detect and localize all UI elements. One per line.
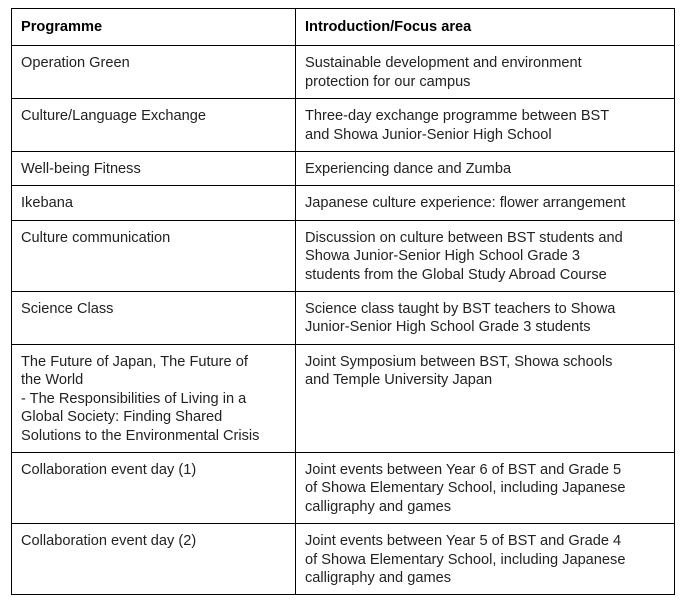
focus-cell	[296, 220, 675, 291]
table-row	[12, 452, 675, 523]
focus-cell	[296, 344, 675, 452]
focus-cell	[296, 46, 675, 99]
programme-text: Culture communication	[21, 229, 171, 246]
focus-text: Japanese culture experience: flower arrangement	[305, 195, 626, 212]
programme-text: Ikebana	[21, 195, 73, 212]
table-row	[12, 292, 675, 345]
table-row	[12, 99, 675, 152]
focus-text: Joint events between Year 6 of BST and Grade 5 of Showa Elementary School, including Japanese calligraphy and games	[305, 461, 626, 515]
table-row	[12, 524, 675, 595]
focus-text: Science class taught by BST teachers to Showa Junior-Senior High School Grade 3 students	[305, 301, 616, 336]
table-row	[12, 344, 675, 452]
focus-text: Joint events between Year 5 of BST and Grade 4 of Showa Elementary School, including Japanese calligraphy and games	[305, 533, 626, 586]
programme-text: The Future of Japan, The Future of the World - The Responsibilities of Living in a Global Society: Finding Shared Solutions to the Environmental Crisis	[21, 353, 260, 444]
focus-cell	[296, 152, 675, 186]
programme-cell	[12, 292, 296, 345]
programme-cell	[12, 152, 296, 186]
programme-cell	[12, 186, 296, 220]
programme-text: Culture/Language Exchange	[21, 108, 206, 125]
focus-text: Sustainable development and environment protection for our campus	[305, 55, 582, 90]
focus-cell	[296, 292, 675, 345]
programme-text: Collaboration event day (2)	[21, 533, 197, 550]
focus-text: Discussion on culture between BST students and Showa Junior-Senior High School Grade 3 students from the Global Study Abroad Course	[305, 229, 623, 283]
programme-cell	[12, 46, 296, 99]
focus-text: Three-day exchange programme between BST and Showa Junior-Senior High School	[305, 108, 610, 143]
programme-cell	[12, 452, 296, 523]
programme-text: Collaboration event day (1)	[21, 461, 197, 478]
programme-table-container	[11, 8, 675, 595]
programme-cell	[12, 344, 296, 452]
table-header-row	[12, 9, 675, 46]
programme-cell	[12, 99, 296, 152]
focus-cell	[296, 524, 675, 595]
header-programme: Programme	[12, 9, 296, 46]
programme-text: Operation Green	[21, 55, 130, 72]
table-row	[12, 46, 675, 99]
focus-text: Joint Symposium between BST, Showa schools and Temple University Japan	[305, 353, 613, 389]
programme-text: Well-being Fitness	[21, 161, 141, 178]
programme-table	[11, 8, 675, 595]
programme-cell	[12, 524, 296, 595]
programme-text: Science Class	[21, 301, 114, 318]
table-row	[12, 186, 675, 220]
table-row	[12, 152, 675, 186]
focus-cell	[296, 186, 675, 220]
focus-cell	[296, 452, 675, 523]
focus-text: Experiencing dance and Zumba	[305, 161, 512, 178]
focus-cell	[296, 99, 675, 152]
table-row	[12, 220, 675, 291]
header-focus-area: Introduction/Focus area	[296, 9, 675, 46]
programme-cell	[12, 220, 296, 291]
